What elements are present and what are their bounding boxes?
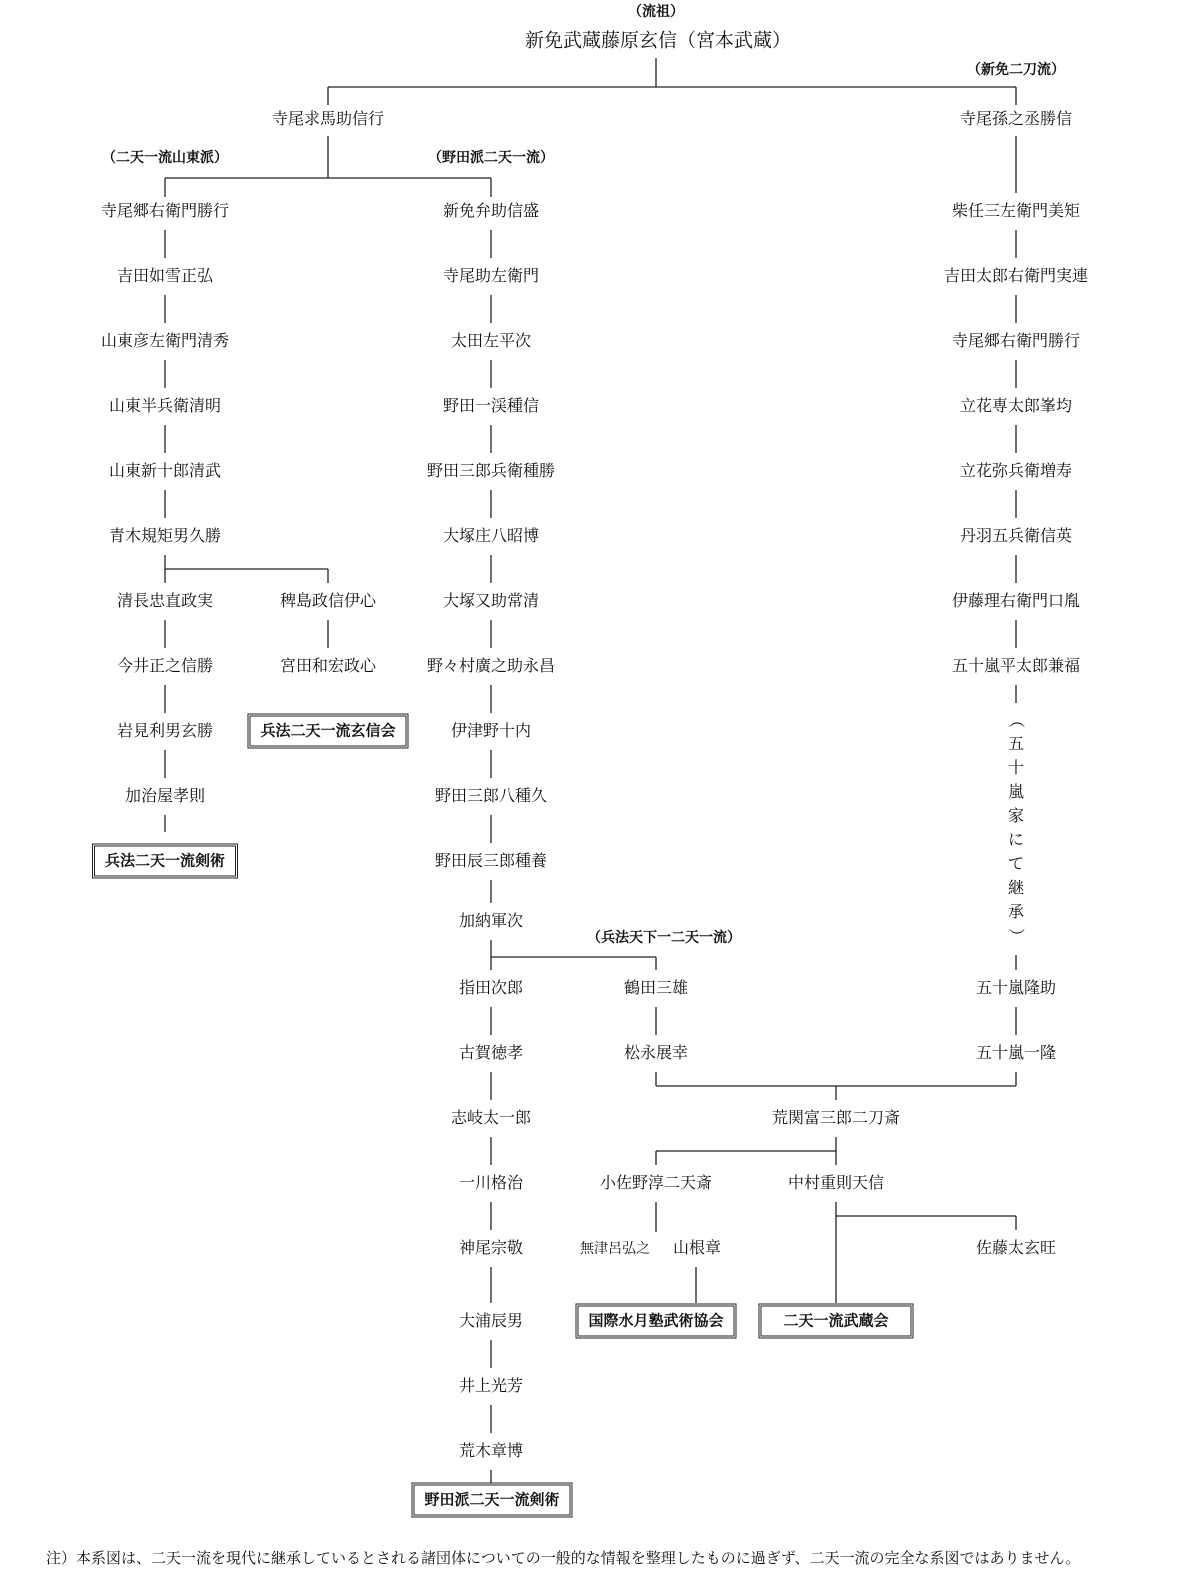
noda-member: 古賀徳孝 (458, 1043, 524, 1062)
noda-member: 大塚庄八昭博 (442, 526, 540, 545)
niten-futo-header: （新免二刀流） (967, 62, 1065, 78)
noda-member: 神尾宗敬 (458, 1238, 524, 1257)
hieshima-member: 稗島政信伊心 (279, 591, 377, 610)
kosano-name: 小佐野淳二天斎 (599, 1173, 713, 1192)
noda-member: 井上光芳 (458, 1376, 524, 1395)
mutsuro-name: 無津呂弘之 (580, 1241, 650, 1257)
right-branch-head: 寺尾孫之丞勝信 (959, 109, 1073, 128)
org-genshinkai: 兵法二天一流玄信会 (247, 714, 408, 749)
org-noda-kenjutsu: 野田派二天一流剣術 (411, 1483, 572, 1518)
right-member: 伊藤理右衛門口胤 (951, 591, 1081, 610)
noda-header: （野田派二天一流） (428, 150, 554, 166)
noda-member: 野々村廣之助永昌 (426, 656, 556, 675)
hieshima-member: 宮田和宏政心 (279, 656, 377, 675)
santo-member: 山東新十郎清武 (108, 461, 222, 480)
santo-member: 寺尾郷右衛門勝行 (100, 201, 230, 220)
santo-member: 清長忠直政実 (116, 591, 214, 610)
note-char: て (1007, 854, 1025, 873)
left-branch-head: 寺尾求馬助信行 (271, 109, 385, 128)
note-char: 承 (1007, 902, 1025, 921)
noda-member: 野田一渓種信 (442, 396, 540, 415)
noda-member: 大浦辰男 (458, 1311, 524, 1330)
noda-member: 指田次郎 (458, 978, 524, 997)
noda-member: 新免弁助信盛 (442, 201, 540, 220)
right-member: 寺尾郷右衛門勝行 (951, 331, 1081, 350)
noda-member: 太田左平次 (450, 331, 532, 350)
right-member: 柴任三左衛門美矩 (951, 201, 1081, 220)
founder-header: （流祖） (628, 4, 684, 20)
yamane-name: 山根章 (672, 1238, 722, 1257)
santo-member: 今井正之信勝 (116, 656, 214, 675)
footnote: 注）本系図は、二天一流を現代に継承しているとされる諸団体についての一般的な情報を整理したものに過ぎず、二天一流の完全な系図ではありません。 (46, 1549, 1081, 1567)
org-musashikai: 二天一流武蔵会 (758, 1304, 913, 1339)
igarashi-member: 五十嵐隆助 (975, 978, 1057, 997)
note-char: 嵐 (1007, 782, 1025, 801)
right-member: 丹羽五兵衛信英 (959, 526, 1073, 545)
santo-member: 山東半兵衛清明 (108, 396, 222, 415)
arazeki-name: 荒関富三郎二刀斎 (771, 1108, 901, 1127)
sato-name: 佐藤太玄旺 (975, 1238, 1057, 1257)
note-char: 五 (1007, 734, 1025, 753)
note-char: （ (1007, 711, 1026, 729)
note-char: に (1007, 830, 1025, 849)
santo-header: （二天一流山東派） (102, 150, 228, 166)
noda-member: 一川格治 (458, 1173, 524, 1192)
org-kenjutsu: 兵法二天一流剣術 (92, 844, 238, 879)
note-char: 十 (1007, 758, 1025, 777)
noda-member: 野田三郎八種久 (434, 786, 548, 805)
noda-member: 大塚又助常清 (442, 591, 540, 610)
noda-member: 加納軍次 (458, 911, 524, 930)
santo-member: 山東彦左衛門清秀 (100, 331, 230, 350)
tenka-member: 松永展幸 (623, 1043, 689, 1062)
right-member: 吉田太郎右衛門実連 (943, 266, 1089, 285)
founder-name: 新免武蔵藤原玄信（宮本武蔵） (524, 29, 792, 52)
santo-member: 青木規矩男久勝 (108, 526, 222, 545)
right-member: 立花専太郎峯均 (959, 396, 1073, 415)
right-member: 五十嵐平太郎兼福 (951, 656, 1081, 675)
santo-member: 加治屋孝則 (124, 786, 206, 805)
igarashi-member: 五十嵐一隆 (975, 1043, 1057, 1062)
noda-member: 野田三郎兵衛種勝 (426, 461, 556, 480)
noda-member: 野田辰三郎種養 (434, 851, 548, 870)
nakamura-name: 中村重則天信 (787, 1173, 885, 1192)
note-char: 継 (1007, 878, 1025, 897)
santo-member: 吉田如雪正弘 (116, 266, 214, 285)
igarashi-succession-note (1008, 708, 1024, 948)
note-char: 家 (1007, 806, 1025, 825)
right-member: 立花弥兵衛増寿 (959, 461, 1073, 480)
noda-member: 荒木章博 (458, 1441, 524, 1460)
santo-member: 岩見利男玄勝 (116, 721, 214, 740)
noda-member: 志岐太一郎 (450, 1108, 532, 1127)
tenka-member: 鶴田三雄 (623, 978, 689, 997)
tenka-header: （兵法天下一二天一流） (587, 930, 741, 946)
noda-member: 寺尾助左衛門 (442, 266, 540, 285)
note-char: ） (1007, 927, 1026, 945)
org-suigetsu: 国際水月塾武術協会 (575, 1304, 736, 1339)
noda-member: 伊津野十内 (450, 721, 532, 740)
